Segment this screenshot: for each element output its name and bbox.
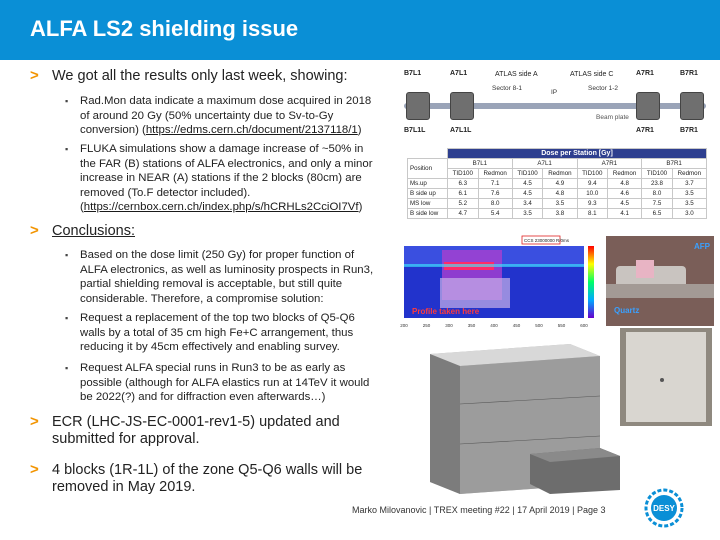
dose-cell: 3.4 <box>512 199 543 209</box>
x-tick-label: 350 <box>467 323 476 328</box>
dose-cell: 4.5 <box>512 179 543 189</box>
station-label: B7R1 <box>680 127 698 134</box>
x-tick-label: 250 <box>422 323 431 328</box>
page-title: ALFA LS2 shielding issue <box>30 16 299 41</box>
dose-table-row <box>408 189 707 199</box>
beamline-schematic <box>400 68 710 138</box>
subcol-header: TID100 <box>642 169 673 179</box>
plot-legend: CCS 23000000 R/0ms <box>524 238 570 243</box>
square-bullet-icon: ▪ <box>65 144 69 154</box>
dose-cell: 8.0 <box>478 199 512 209</box>
x-tick-label: 200 <box>400 323 408 328</box>
station-label: A7R1 <box>636 70 654 77</box>
bullet-ecr: > ECR (LHC-JS-EC-0001-rev1-5) updated and submitted for approval. <box>30 413 340 447</box>
square-bullet-icon: ▪ <box>65 96 69 106</box>
title-bar <box>0 0 720 60</box>
dose-cell: 4.1 <box>608 209 642 219</box>
roman-pot-b7r1 <box>680 92 704 120</box>
x-tick-label: 450 <box>512 323 521 328</box>
dose-cell: 9.3 <box>577 199 608 209</box>
station-label: A7R1 <box>636 127 654 134</box>
side-label: ATLAS side C <box>570 71 614 78</box>
square-bullet-icon: ▪ <box>65 250 69 260</box>
dose-cell: 5.4 <box>478 209 512 219</box>
x-tick-label: 400 <box>490 323 498 328</box>
dose-table-body <box>408 179 707 219</box>
afp-label: AFP <box>694 242 710 251</box>
row-label: B side low <box>408 209 448 219</box>
dose-table-row <box>408 179 707 189</box>
cernbox-link[interactable]: https://cernbox.cern.ch/index.php/s/hCRHLs2CciOI7Vf <box>83 201 359 213</box>
station-label: B7R1 <box>680 70 698 77</box>
bullet-arrow-icon: > <box>30 67 39 84</box>
x-tick-label: 500 <box>535 323 543 328</box>
sub-bullet-special-runs: ▪ Request ALFA special runs in Run3 to be as early as possible (although for ALFA elastics run at 14TeV it would be 2022(?) and for diffraction even afterwards…) <box>65 362 370 403</box>
desy-logo <box>644 488 684 528</box>
square-bullet-icon: ▪ <box>65 363 69 373</box>
x-tick-label: 550 <box>557 323 566 328</box>
dose-cell: 4.5 <box>512 189 543 199</box>
station-header: B7L1 <box>448 159 513 169</box>
subcol-header: TID100 <box>448 169 479 179</box>
roman-pot-a7r1 <box>636 92 660 120</box>
profile-annotation: Profile taken here <box>412 307 480 316</box>
subcol-header: Redmon <box>672 169 706 179</box>
quartz-label: Quartz <box>614 306 640 315</box>
ip-label: IP <box>551 89 558 96</box>
row-label: MS low <box>408 199 448 209</box>
detector-photo <box>606 236 714 326</box>
dose-cell: 3.5 <box>672 199 706 209</box>
dose-cell: 10.0 <box>577 189 608 199</box>
station-label: A7L1 <box>450 70 468 77</box>
sector-label: Sector 8-1 <box>492 85 522 92</box>
x-axis-ticks <box>400 323 588 328</box>
dose-cell: 6.5 <box>642 209 673 219</box>
colorbar <box>588 246 594 318</box>
dose-cell: 8.1 <box>577 209 608 219</box>
dose-cell: 3.5 <box>672 189 706 199</box>
station-label: B7L1 <box>404 70 422 77</box>
bullet-arrow-icon: > <box>30 413 39 430</box>
dose-cell: 3.5 <box>512 209 543 219</box>
subcol-header: Redmon <box>608 169 642 179</box>
bullet-conclusions: > Conclusions: <box>30 222 136 239</box>
dose-cell: 4.5 <box>608 199 642 209</box>
sub-bullet-replacement: ▪ Request a replacement of the top two blocks of Q5-Q6 walls by a total of 35 cm high Fe+C arrangement, thus reducing it by 45cm effectively and enabling survey. <box>65 312 355 353</box>
dose-table-row <box>408 209 707 219</box>
bullet-results: > We got all the results only last week, showing: <box>30 67 348 84</box>
station-label: B7L1L <box>404 127 426 134</box>
dose-cell: 5.2 <box>448 199 479 209</box>
square-bullet-icon: ▪ <box>65 313 69 323</box>
row-label: B side up <box>408 189 448 199</box>
roman-pot-b7l1 <box>406 92 430 120</box>
dose-cell: 3.5 <box>543 199 577 209</box>
side-label: ATLAS side A <box>495 71 538 78</box>
bullet-arrow-icon: > <box>30 461 39 478</box>
subcol-header: Redmon <box>543 169 577 179</box>
x-tick-label: 600 <box>580 323 588 328</box>
dose-cell: 3.8 <box>543 209 577 219</box>
dose-table <box>407 148 707 219</box>
dose-cell: 3.7 <box>672 179 706 189</box>
desy-logo-text: DESY <box>653 504 675 513</box>
dose-cell: 9.4 <box>577 179 608 189</box>
dose-cell: 3.0 <box>672 209 706 219</box>
dose-cell: 4.8 <box>608 179 642 189</box>
edms-link[interactable]: https://edms.cern.ch/document/2137118/1 <box>145 124 358 136</box>
station-header: A7R1 <box>577 159 642 169</box>
dose-cell: 4.8 <box>543 189 577 199</box>
sub-bullet-radmon: ▪ Rad.Mon data indicate a maximum dose acquired in 2018 of around 20 Gy (50% uncertainty due to Sv-to-Gy conversion) (https://edms.cern.ch/document/2137118/1) <box>65 95 372 136</box>
roman-pot-a7l1 <box>450 92 474 120</box>
shielding-wall-photo <box>620 328 712 426</box>
dose-cell: 7.5 <box>642 199 673 209</box>
station-label: A7L1L <box>450 127 472 134</box>
sector-label: Sector 1-2 <box>588 85 618 92</box>
dose-cell: 6.1 <box>448 189 479 199</box>
sub-bullet-fluka: ▪ FLUKA simulations show a damage increase of ~50% in the FAR (B) stations of ALFA electronics, and only a minor increase in NEAR (A) stations if the 2 blocks (80cm) are removed (To.F detector included). (https://cernbox.cern.ch/index.php/s/hCRHLs2CciOI7Vf) <box>65 143 373 213</box>
dose-cell: 4.7 <box>448 209 479 219</box>
station-header: A7L1 <box>512 159 577 169</box>
dose-table-title: Dose per Station [Gy] <box>448 149 707 159</box>
dose-cell: 23.8 <box>642 179 673 189</box>
dose-table-row <box>408 199 707 209</box>
bullet-arrow-icon: > <box>30 222 39 239</box>
beam-label: Beam plate <box>596 114 629 121</box>
row-label: Ms.up <box>408 179 448 189</box>
subcol-header: TID100 <box>577 169 608 179</box>
dose-cell: 8.0 <box>642 189 673 199</box>
dose-cell: 7.1 <box>478 179 512 189</box>
dose-cell: 6.3 <box>448 179 479 189</box>
fluka-dose-map <box>382 234 610 332</box>
dose-cell: 4.9 <box>543 179 577 189</box>
dose-cell: 7.6 <box>478 189 512 199</box>
x-tick-label: 300 <box>445 323 453 328</box>
station-header: B7R1 <box>642 159 707 169</box>
sub-bullet-dose-limit: ▪ Based on the dose limit (250 Gy) for proper function of ALFA electronics, as well as luminosity prospects in Run3, partial shielding removal is acceptable, but still quite considerable. Therefore, a compromise solution: <box>65 249 374 305</box>
dose-table-corner: Position <box>408 159 448 179</box>
footer: Marko Milovanovic | TREX meeting #22 | 17 April 2019 | Page 3 <box>352 505 606 515</box>
shielding-blocks-render <box>420 344 625 494</box>
subcol-header: Redmon <box>478 169 512 179</box>
dose-cell: 4.6 <box>608 189 642 199</box>
subcol-header: TID100 <box>512 169 543 179</box>
bullet-blocks-removed: > 4 blocks (1R-1L) of the zone Q5-Q6 walls will be removed in May 2019. <box>30 461 363 495</box>
